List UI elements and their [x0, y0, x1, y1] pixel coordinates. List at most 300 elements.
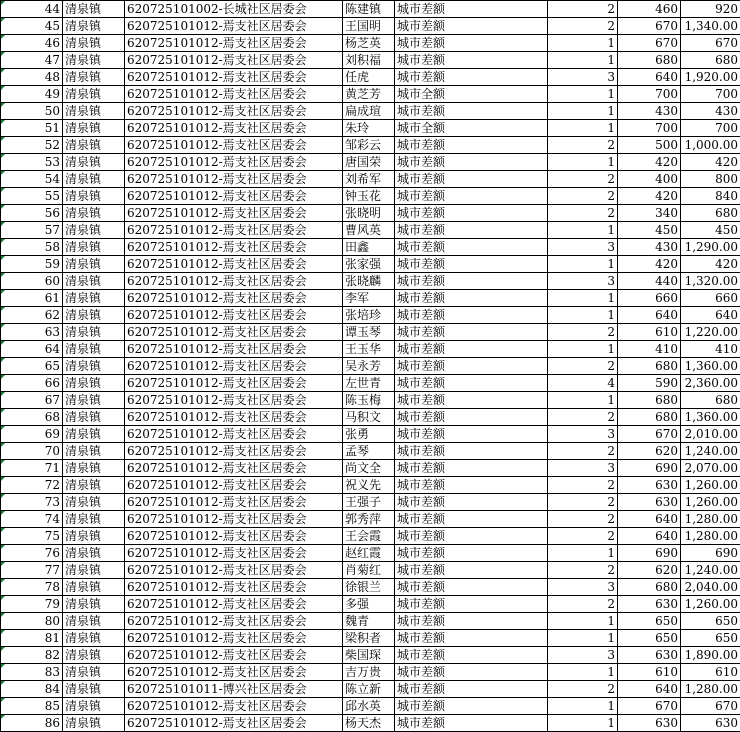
- amount-cell[interactable]: 680: [681, 205, 740, 222]
- row-number-cell[interactable]: 47: [1, 52, 63, 69]
- amount-cell[interactable]: 430: [681, 103, 740, 120]
- aid-type-cell[interactable]: 城市差额: [395, 494, 548, 511]
- aid-type-cell[interactable]: 城市全额: [395, 120, 548, 137]
- town-cell[interactable]: 清泉镇: [63, 375, 125, 392]
- row-number-cell[interactable]: 67: [1, 392, 63, 409]
- aid-type-cell[interactable]: 城市差额: [395, 511, 548, 528]
- row-number-cell[interactable]: 82: [1, 647, 63, 664]
- household-count-cell[interactable]: 2: [548, 18, 618, 35]
- name-cell[interactable]: 陈立新: [343, 681, 395, 698]
- town-cell[interactable]: 清泉镇: [63, 647, 125, 664]
- row-number-cell[interactable]: 72: [1, 477, 63, 494]
- standard-cell[interactable]: 670: [618, 18, 681, 35]
- town-cell[interactable]: 清泉镇: [63, 477, 125, 494]
- amount-cell[interactable]: 840: [681, 188, 740, 205]
- household-count-cell[interactable]: 2: [548, 188, 618, 205]
- name-cell[interactable]: 王强子: [343, 494, 395, 511]
- standard-cell[interactable]: 700: [618, 120, 681, 137]
- community-cell[interactable]: 620725101012-焉支社区居委会: [125, 239, 343, 256]
- name-cell[interactable]: 邱水英: [343, 698, 395, 715]
- name-cell[interactable]: 张培珍: [343, 307, 395, 324]
- amount-cell[interactable]: 700: [681, 86, 740, 103]
- household-count-cell[interactable]: 1: [548, 613, 618, 630]
- name-cell[interactable]: 田鑫: [343, 239, 395, 256]
- aid-type-cell[interactable]: 城市差额: [395, 375, 548, 392]
- household-count-cell[interactable]: 1: [548, 341, 618, 358]
- amount-cell[interactable]: 1,260.00: [681, 596, 740, 613]
- town-cell[interactable]: 清泉镇: [63, 443, 125, 460]
- community-cell[interactable]: 620725101012-焉支社区居委会: [125, 409, 343, 426]
- household-count-cell[interactable]: 3: [548, 273, 618, 290]
- amount-cell[interactable]: 920: [681, 1, 740, 18]
- standard-cell[interactable]: 640: [618, 528, 681, 545]
- amount-cell[interactable]: 1,260.00: [681, 494, 740, 511]
- community-cell[interactable]: 620725101012-焉支社区居委会: [125, 358, 343, 375]
- household-count-cell[interactable]: 2: [548, 137, 618, 154]
- amount-cell[interactable]: 1,280.00: [681, 511, 740, 528]
- aid-type-cell[interactable]: 城市差额: [395, 460, 548, 477]
- name-cell[interactable]: 张勇: [343, 426, 395, 443]
- household-count-cell[interactable]: 1: [548, 715, 618, 732]
- standard-cell[interactable]: 680: [618, 409, 681, 426]
- town-cell[interactable]: 清泉镇: [63, 120, 125, 137]
- row-number-cell[interactable]: 48: [1, 69, 63, 86]
- town-cell[interactable]: 清泉镇: [63, 154, 125, 171]
- town-cell[interactable]: 清泉镇: [63, 545, 125, 562]
- aid-type-cell[interactable]: 城市差额: [395, 69, 548, 86]
- row-number-cell[interactable]: 57: [1, 222, 63, 239]
- standard-cell[interactable]: 690: [618, 460, 681, 477]
- row-number-cell[interactable]: 78: [1, 579, 63, 596]
- name-cell[interactable]: 王会霞: [343, 528, 395, 545]
- aid-type-cell[interactable]: 城市差额: [395, 273, 548, 290]
- aid-type-cell[interactable]: 城市差额: [395, 392, 548, 409]
- standard-cell[interactable]: 670: [618, 698, 681, 715]
- aid-type-cell[interactable]: 城市差额: [395, 681, 548, 698]
- town-cell[interactable]: 清泉镇: [63, 171, 125, 188]
- standard-cell[interactable]: 420: [618, 256, 681, 273]
- community-cell[interactable]: 620725101012-焉支社区居委会: [125, 256, 343, 273]
- name-cell[interactable]: 魏青: [343, 613, 395, 630]
- amount-cell[interactable]: 1,280.00: [681, 528, 740, 545]
- row-number-cell[interactable]: 69: [1, 426, 63, 443]
- row-number-cell[interactable]: 45: [1, 18, 63, 35]
- row-number-cell[interactable]: 62: [1, 307, 63, 324]
- name-cell[interactable]: 黄芝芳: [343, 86, 395, 103]
- row-number-cell[interactable]: 56: [1, 205, 63, 222]
- row-number-cell[interactable]: 81: [1, 630, 63, 647]
- name-cell[interactable]: 张家强: [343, 256, 395, 273]
- household-count-cell[interactable]: 2: [548, 1, 618, 18]
- town-cell[interactable]: 清泉镇: [63, 392, 125, 409]
- row-number-cell[interactable]: 70: [1, 443, 63, 460]
- standard-cell[interactable]: 680: [618, 358, 681, 375]
- aid-type-cell[interactable]: 城市差额: [395, 18, 548, 35]
- community-cell[interactable]: 620725101012-焉支社区居委会: [125, 596, 343, 613]
- aid-type-cell[interactable]: 城市差额: [395, 477, 548, 494]
- town-cell[interactable]: 清泉镇: [63, 307, 125, 324]
- row-number-cell[interactable]: 84: [1, 681, 63, 698]
- town-cell[interactable]: 清泉镇: [63, 52, 125, 69]
- aid-type-cell[interactable]: 城市差额: [395, 307, 548, 324]
- community-cell[interactable]: 620725101012-焉支社区居委会: [125, 341, 343, 358]
- aid-type-cell[interactable]: 城市差额: [395, 528, 548, 545]
- community-cell[interactable]: 620725101012-焉支社区居委会: [125, 562, 343, 579]
- amount-cell[interactable]: 1,890.00: [681, 647, 740, 664]
- row-number-cell[interactable]: 68: [1, 409, 63, 426]
- household-count-cell[interactable]: 2: [548, 324, 618, 341]
- town-cell[interactable]: 清泉镇: [63, 18, 125, 35]
- town-cell[interactable]: 清泉镇: [63, 1, 125, 18]
- standard-cell[interactable]: 420: [618, 154, 681, 171]
- amount-cell[interactable]: 1,280.00: [681, 681, 740, 698]
- aid-type-cell[interactable]: 城市差额: [395, 239, 548, 256]
- aid-type-cell[interactable]: 城市差额: [395, 545, 548, 562]
- standard-cell[interactable]: 440: [618, 273, 681, 290]
- town-cell[interactable]: 清泉镇: [63, 69, 125, 86]
- name-cell[interactable]: 梁积者: [343, 630, 395, 647]
- name-cell[interactable]: 徐银兰: [343, 579, 395, 596]
- aid-type-cell[interactable]: 城市差额: [395, 698, 548, 715]
- town-cell[interactable]: 清泉镇: [63, 528, 125, 545]
- name-cell[interactable]: 王玉华: [343, 341, 395, 358]
- town-cell[interactable]: 清泉镇: [63, 188, 125, 205]
- community-cell[interactable]: 620725101012-焉支社区居委会: [125, 392, 343, 409]
- community-cell[interactable]: 620725101012-焉支社区居委会: [125, 35, 343, 52]
- town-cell[interactable]: 清泉镇: [63, 358, 125, 375]
- name-cell[interactable]: 张晓麟: [343, 273, 395, 290]
- community-cell[interactable]: 620725101012-焉支社区居委会: [125, 86, 343, 103]
- standard-cell[interactable]: 340: [618, 205, 681, 222]
- amount-cell[interactable]: 420: [681, 256, 740, 273]
- row-number-cell[interactable]: 52: [1, 137, 63, 154]
- name-cell[interactable]: 杨天杰: [343, 715, 395, 732]
- household-count-cell[interactable]: 2: [548, 596, 618, 613]
- row-number-cell[interactable]: 80: [1, 613, 63, 630]
- household-count-cell[interactable]: 1: [548, 103, 618, 120]
- row-number-cell[interactable]: 59: [1, 256, 63, 273]
- aid-type-cell[interactable]: 城市差额: [395, 647, 548, 664]
- town-cell[interactable]: 清泉镇: [63, 613, 125, 630]
- standard-cell[interactable]: 460: [618, 1, 681, 18]
- standard-cell[interactable]: 660: [618, 290, 681, 307]
- amount-cell[interactable]: 1,240.00: [681, 443, 740, 460]
- community-cell[interactable]: 620725101012-焉支社区居委会: [125, 528, 343, 545]
- row-number-cell[interactable]: 61: [1, 290, 63, 307]
- amount-cell[interactable]: 670: [681, 698, 740, 715]
- community-cell[interactable]: 620725101012-焉支社区居委会: [125, 120, 343, 137]
- standard-cell[interactable]: 630: [618, 494, 681, 511]
- town-cell[interactable]: 清泉镇: [63, 494, 125, 511]
- standard-cell[interactable]: 610: [618, 324, 681, 341]
- amount-cell[interactable]: 650: [681, 613, 740, 630]
- row-number-cell[interactable]: 53: [1, 154, 63, 171]
- row-number-cell[interactable]: 58: [1, 239, 63, 256]
- community-cell[interactable]: 620725101012-焉支社区居委会: [125, 103, 343, 120]
- aid-type-cell[interactable]: 城市差额: [395, 613, 548, 630]
- household-count-cell[interactable]: 1: [548, 630, 618, 647]
- amount-cell[interactable]: 2,040.00: [681, 579, 740, 596]
- community-cell[interactable]: 620725101012-焉支社区居委会: [125, 188, 343, 205]
- name-cell[interactable]: 尚文全: [343, 460, 395, 477]
- amount-cell[interactable]: 1,320.00: [681, 273, 740, 290]
- row-number-cell[interactable]: 73: [1, 494, 63, 511]
- standard-cell[interactable]: 640: [618, 681, 681, 698]
- name-cell[interactable]: 郭秀萍: [343, 511, 395, 528]
- standard-cell[interactable]: 420: [618, 188, 681, 205]
- community-cell[interactable]: 620725101012-焉支社区居委会: [125, 477, 343, 494]
- name-cell[interactable]: 肖菊红: [343, 562, 395, 579]
- standard-cell[interactable]: 680: [618, 579, 681, 596]
- town-cell[interactable]: 清泉镇: [63, 137, 125, 154]
- standard-cell[interactable]: 400: [618, 171, 681, 188]
- town-cell[interactable]: 清泉镇: [63, 511, 125, 528]
- standard-cell[interactable]: 640: [618, 307, 681, 324]
- amount-cell[interactable]: 1,240.00: [681, 562, 740, 579]
- household-count-cell[interactable]: 3: [548, 579, 618, 596]
- name-cell[interactable]: 多强: [343, 596, 395, 613]
- household-count-cell[interactable]: 2: [548, 681, 618, 698]
- household-count-cell[interactable]: 2: [548, 562, 618, 579]
- row-number-cell[interactable]: 83: [1, 664, 63, 681]
- household-count-cell[interactable]: 3: [548, 647, 618, 664]
- amount-cell[interactable]: 610: [681, 664, 740, 681]
- household-count-cell[interactable]: 1: [548, 545, 618, 562]
- town-cell[interactable]: 清泉镇: [63, 35, 125, 52]
- aid-type-cell[interactable]: 城市差额: [395, 35, 548, 52]
- standard-cell[interactable]: 610: [618, 664, 681, 681]
- aid-type-cell[interactable]: 城市差额: [395, 324, 548, 341]
- name-cell[interactable]: 杨芝英: [343, 35, 395, 52]
- standard-cell[interactable]: 620: [618, 443, 681, 460]
- community-cell[interactable]: 620725101002-长城社区居委会: [125, 1, 343, 18]
- aid-type-cell[interactable]: 城市差额: [395, 188, 548, 205]
- amount-cell[interactable]: 1,220.00: [681, 324, 740, 341]
- row-number-cell[interactable]: 55: [1, 188, 63, 205]
- town-cell[interactable]: 清泉镇: [63, 273, 125, 290]
- row-number-cell[interactable]: 49: [1, 86, 63, 103]
- town-cell[interactable]: 清泉镇: [63, 579, 125, 596]
- amount-cell[interactable]: 660: [681, 290, 740, 307]
- household-count-cell[interactable]: 1: [548, 664, 618, 681]
- aid-type-cell[interactable]: 城市差额: [395, 630, 548, 647]
- community-cell[interactable]: 620725101012-焉支社区居委会: [125, 307, 343, 324]
- town-cell[interactable]: 清泉镇: [63, 239, 125, 256]
- community-cell[interactable]: 620725101012-焉支社区居委会: [125, 460, 343, 477]
- amount-cell[interactable]: 800: [681, 171, 740, 188]
- name-cell[interactable]: 左世青: [343, 375, 395, 392]
- town-cell[interactable]: 清泉镇: [63, 664, 125, 681]
- town-cell[interactable]: 清泉镇: [63, 630, 125, 647]
- community-cell[interactable]: 620725101012-焉支社区居委会: [125, 613, 343, 630]
- town-cell[interactable]: 清泉镇: [63, 290, 125, 307]
- row-number-cell[interactable]: 71: [1, 460, 63, 477]
- amount-cell[interactable]: 1,360.00: [681, 358, 740, 375]
- aid-type-cell[interactable]: 城市差额: [395, 256, 548, 273]
- community-cell[interactable]: 620725101012-焉支社区居委会: [125, 69, 343, 86]
- name-cell[interactable]: 李军: [343, 290, 395, 307]
- aid-type-cell[interactable]: 城市差额: [395, 664, 548, 681]
- town-cell[interactable]: 清泉镇: [63, 426, 125, 443]
- household-count-cell[interactable]: 3: [548, 426, 618, 443]
- household-count-cell[interactable]: 2: [548, 443, 618, 460]
- household-count-cell[interactable]: 4: [548, 375, 618, 392]
- household-count-cell[interactable]: 1: [548, 120, 618, 137]
- aid-type-cell[interactable]: 城市差额: [395, 205, 548, 222]
- household-count-cell[interactable]: 2: [548, 494, 618, 511]
- community-cell[interactable]: 620725101012-焉支社区居委会: [125, 154, 343, 171]
- name-cell[interactable]: 朱玲: [343, 120, 395, 137]
- community-cell[interactable]: 620725101012-焉支社区居委会: [125, 171, 343, 188]
- row-number-cell[interactable]: 66: [1, 375, 63, 392]
- community-cell[interactable]: 620725101012-焉支社区居委会: [125, 324, 343, 341]
- amount-cell[interactable]: 670: [681, 35, 740, 52]
- aid-type-cell[interactable]: 城市差额: [395, 443, 548, 460]
- community-cell[interactable]: 620725101012-焉支社区居委会: [125, 273, 343, 290]
- aid-type-cell[interactable]: 城市差额: [395, 341, 548, 358]
- community-cell[interactable]: 620725101012-焉支社区居委会: [125, 579, 343, 596]
- amount-cell[interactable]: 630: [681, 715, 740, 732]
- community-cell[interactable]: 620725101012-焉支社区居委会: [125, 715, 343, 732]
- name-cell[interactable]: 王国明: [343, 18, 395, 35]
- standard-cell[interactable]: 640: [618, 511, 681, 528]
- town-cell[interactable]: 清泉镇: [63, 324, 125, 341]
- household-count-cell[interactable]: 3: [548, 69, 618, 86]
- community-cell[interactable]: 620725101012-焉支社区居委会: [125, 664, 343, 681]
- community-cell[interactable]: 620725101012-焉支社区居委会: [125, 18, 343, 35]
- town-cell[interactable]: 清泉镇: [63, 341, 125, 358]
- aid-type-cell[interactable]: 城市差额: [395, 137, 548, 154]
- household-count-cell[interactable]: 1: [548, 52, 618, 69]
- household-count-cell[interactable]: 1: [548, 307, 618, 324]
- town-cell[interactable]: 清泉镇: [63, 103, 125, 120]
- row-number-cell[interactable]: 74: [1, 511, 63, 528]
- name-cell[interactable]: 任虎: [343, 69, 395, 86]
- standard-cell[interactable]: 670: [618, 35, 681, 52]
- community-cell[interactable]: 620725101012-焉支社区居委会: [125, 511, 343, 528]
- name-cell[interactable]: 吉万贵: [343, 664, 395, 681]
- standard-cell[interactable]: 500: [618, 137, 681, 154]
- standard-cell[interactable]: 690: [618, 545, 681, 562]
- standard-cell[interactable]: 630: [618, 477, 681, 494]
- amount-cell[interactable]: 1,290.00: [681, 239, 740, 256]
- town-cell[interactable]: 清泉镇: [63, 562, 125, 579]
- community-cell[interactable]: 620725101012-焉支社区居委会: [125, 443, 343, 460]
- row-number-cell[interactable]: 64: [1, 341, 63, 358]
- standard-cell[interactable]: 680: [618, 52, 681, 69]
- row-number-cell[interactable]: 50: [1, 103, 63, 120]
- row-number-cell[interactable]: 77: [1, 562, 63, 579]
- standard-cell[interactable]: 670: [618, 426, 681, 443]
- name-cell[interactable]: 张晓明: [343, 205, 395, 222]
- aid-type-cell[interactable]: 城市差额: [395, 562, 548, 579]
- name-cell[interactable]: 刘积福: [343, 52, 395, 69]
- name-cell[interactable]: 陈玉梅: [343, 392, 395, 409]
- household-count-cell[interactable]: 2: [548, 511, 618, 528]
- name-cell[interactable]: 刘希军: [343, 171, 395, 188]
- standard-cell[interactable]: 650: [618, 613, 681, 630]
- aid-type-cell[interactable]: 城市差额: [395, 426, 548, 443]
- aid-type-cell[interactable]: 城市差额: [395, 715, 548, 732]
- standard-cell[interactable]: 620: [618, 562, 681, 579]
- community-cell[interactable]: 620725101012-焉支社区居委会: [125, 52, 343, 69]
- household-count-cell[interactable]: 1: [548, 698, 618, 715]
- household-count-cell[interactable]: 2: [548, 477, 618, 494]
- household-count-cell[interactable]: 2: [548, 171, 618, 188]
- row-number-cell[interactable]: 65: [1, 358, 63, 375]
- standard-cell[interactable]: 630: [618, 647, 681, 664]
- community-cell[interactable]: 620725101012-焉支社区居委会: [125, 205, 343, 222]
- community-cell[interactable]: 620725101012-焉支社区居委会: [125, 494, 343, 511]
- standard-cell[interactable]: 590: [618, 375, 681, 392]
- amount-cell[interactable]: 420: [681, 154, 740, 171]
- standard-cell[interactable]: 680: [618, 392, 681, 409]
- amount-cell[interactable]: 700: [681, 120, 740, 137]
- name-cell[interactable]: 钟玉花: [343, 188, 395, 205]
- household-count-cell[interactable]: 1: [548, 290, 618, 307]
- standard-cell[interactable]: 630: [618, 715, 681, 732]
- aid-type-cell[interactable]: 城市差额: [395, 103, 548, 120]
- name-cell[interactable]: 祝义先: [343, 477, 395, 494]
- town-cell[interactable]: 清泉镇: [63, 409, 125, 426]
- community-cell[interactable]: 620725101011-博兴社区居委会: [125, 681, 343, 698]
- household-count-cell[interactable]: 2: [548, 205, 618, 222]
- aid-type-cell[interactable]: 城市差额: [395, 52, 548, 69]
- amount-cell[interactable]: 1,340.00: [681, 18, 740, 35]
- amount-cell[interactable]: 690: [681, 545, 740, 562]
- name-cell[interactable]: 马积文: [343, 409, 395, 426]
- standard-cell[interactable]: 630: [618, 596, 681, 613]
- aid-type-cell[interactable]: 城市差额: [395, 222, 548, 239]
- row-number-cell[interactable]: 76: [1, 545, 63, 562]
- amount-cell[interactable]: 2,070.00: [681, 460, 740, 477]
- row-number-cell[interactable]: 86: [1, 715, 63, 732]
- name-cell[interactable]: 谭玉琴: [343, 324, 395, 341]
- community-cell[interactable]: 620725101012-焉支社区居委会: [125, 375, 343, 392]
- name-cell[interactable]: 吴永芳: [343, 358, 395, 375]
- row-number-cell[interactable]: 46: [1, 35, 63, 52]
- row-number-cell[interactable]: 54: [1, 171, 63, 188]
- household-count-cell[interactable]: 1: [548, 35, 618, 52]
- standard-cell[interactable]: 410: [618, 341, 681, 358]
- standard-cell[interactable]: 430: [618, 103, 681, 120]
- household-count-cell[interactable]: 1: [548, 222, 618, 239]
- household-count-cell[interactable]: 1: [548, 86, 618, 103]
- amount-cell[interactable]: 640: [681, 307, 740, 324]
- town-cell[interactable]: 清泉镇: [63, 460, 125, 477]
- household-count-cell[interactable]: 1: [548, 256, 618, 273]
- town-cell[interactable]: 清泉镇: [63, 222, 125, 239]
- amount-cell[interactable]: 1,920.00: [681, 69, 740, 86]
- household-count-cell[interactable]: 1: [548, 392, 618, 409]
- town-cell[interactable]: 清泉镇: [63, 681, 125, 698]
- amount-cell[interactable]: 1,360.00: [681, 409, 740, 426]
- aid-type-cell[interactable]: 城市差额: [395, 358, 548, 375]
- community-cell[interactable]: 620725101012-焉支社区居委会: [125, 647, 343, 664]
- standard-cell[interactable]: 430: [618, 239, 681, 256]
- community-cell[interactable]: 620725101012-焉支社区居委会: [125, 222, 343, 239]
- town-cell[interactable]: 清泉镇: [63, 256, 125, 273]
- community-cell[interactable]: 620725101012-焉支社区居委会: [125, 137, 343, 154]
- community-cell[interactable]: 620725101012-焉支社区居委会: [125, 426, 343, 443]
- name-cell[interactable]: 曹风英: [343, 222, 395, 239]
- amount-cell[interactable]: 1,260.00: [681, 477, 740, 494]
- aid-type-cell[interactable]: 城市差额: [395, 171, 548, 188]
- standard-cell[interactable]: 450: [618, 222, 681, 239]
- amount-cell[interactable]: 650: [681, 630, 740, 647]
- amount-cell[interactable]: 680: [681, 52, 740, 69]
- town-cell[interactable]: 清泉镇: [63, 596, 125, 613]
